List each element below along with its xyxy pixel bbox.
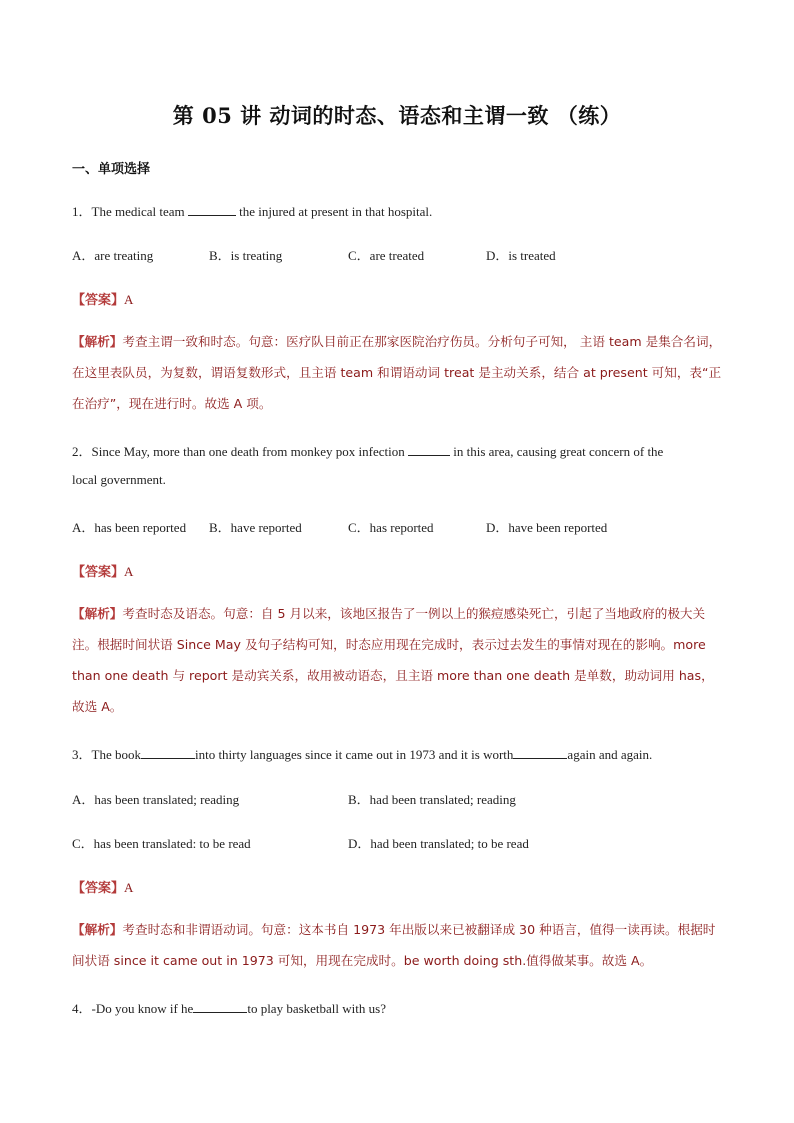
question-2-answer: 【答案】A <box>72 564 134 580</box>
answer-blank <box>408 444 450 456</box>
question-2-option-a: A．has been reported <box>72 520 187 535</box>
question-1-option-c: C．are treated <box>348 248 425 263</box>
question-2-option-b: B．have reported <box>209 520 302 535</box>
question-3-option-d: D．had been translated; to be read <box>348 836 529 851</box>
question-2-option-c: C．has reported <box>348 520 434 535</box>
question-3-option-a: A．has been translated; reading <box>72 792 240 807</box>
question-2-analysis: 【解析】考查时态及语态。句意：自 5 月以来，该地区报告了一例以上的猴痘感染死亡，引起了当地政府的极大关注。根据时间状语 Since May 及句子结构可知，时态应用现在完成时，表示过去发生的事情对现在的影响。more than one death 与 report 是动宾关系，故用被动语态，且主语 more than one death 是单数，助动词用 has，故选 A。 <box>72 606 714 714</box>
question-1-option-a: A．are treating <box>72 248 154 263</box>
question-3-option-c: C．has been translated: to be read <box>72 836 251 851</box>
question-3-option-b: B．had been translated; reading <box>348 792 516 807</box>
question-3-stem: 3．The book into thirty languages since it came out in 1973 and it is worth again and again. <box>72 747 653 762</box>
section-heading: 一、单项选择 <box>72 162 151 177</box>
question-2-stem-line2: local government. <box>72 472 166 487</box>
question-1-option-b: B．is treating <box>209 248 283 263</box>
question-3-analysis: 【解析】考查时态和非谓语动词。句意：这本书自 1973 年出版以来已被翻译成 30 种语言，值得一读再读。根据时间状语 since it came out in 1973 可知，用现在完成时。be worth doing sth.值得做某事。故选 A。 <box>72 922 716 968</box>
answer-blank <box>513 747 567 759</box>
answer-blank <box>193 1001 247 1013</box>
question-1-analysis: 【解析】考查主谓一致和时态。句意：医疗队目前正在那家医院治疗伤员。分析句子可知， 主语 team 是集合名词，在这里表队员，为复数，谓语复数形式，且主语 team 和谓语动词 treat 是主动关系，结合 at present 可知，表“正在治疗”，现在进行时。故选 A 项。 <box>72 334 722 411</box>
question-1-answer: 【答案】A <box>72 292 134 308</box>
question-4-stem: 4．-Do you know if he to play basketball with us? <box>72 1001 386 1016</box>
question-1-option-d: D．is treated <box>486 248 556 263</box>
page-title: 第 05 讲 动词的时态、语态和主谓一致 （练） <box>172 103 622 128</box>
answer-blank <box>141 747 195 759</box>
question-2-stem: 2．Since May, more than one death from monkey pox infection in this area, causing great concern of the <box>72 444 664 459</box>
question-1-stem: 1．The medical team the injured at present in that hospital. <box>72 204 433 219</box>
question-2-option-d: D．have been reported <box>486 520 608 535</box>
question-3-answer: 【答案】A <box>72 880 134 896</box>
answer-blank <box>188 204 236 216</box>
